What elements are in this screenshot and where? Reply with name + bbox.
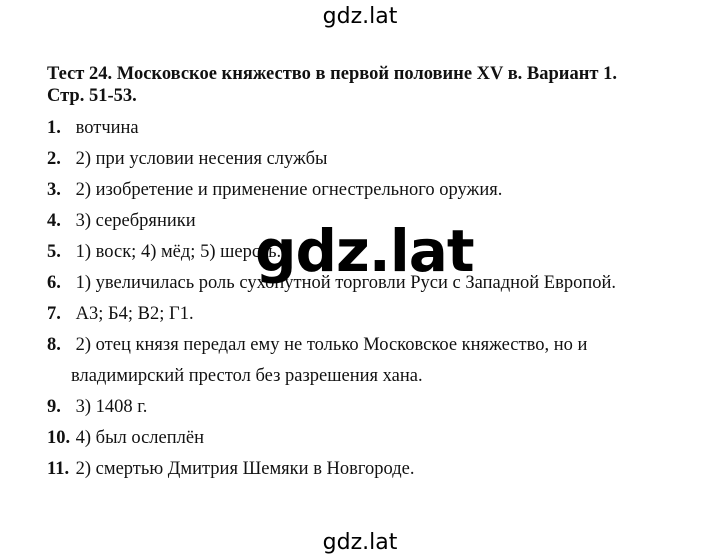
answer-number: 3.: [47, 180, 61, 200]
answer-item-8: [47, 330, 707, 392]
answer-number: 5.: [47, 242, 61, 262]
watermark-center: gdz.lat: [255, 217, 474, 285]
answer-text: 2) отец князя передал ему не только Московское княжество, но и: [75, 335, 588, 355]
answer-text: вотчина: [75, 118, 139, 138]
answer-item-10: [47, 423, 707, 454]
answer-text: 1) увеличилась роль сухопутной торговли Руси с Западной Европой.: [75, 273, 617, 293]
title-line-2: Стр. 51-53.: [47, 86, 137, 106]
answer-number: 7.: [47, 304, 61, 324]
answer-item-1: [47, 113, 707, 144]
answer-number: 9.: [47, 397, 61, 417]
answer-text-continued: владимирский престол без разрешения хана.: [71, 366, 423, 386]
answer-text: 4) был ослеплён: [75, 428, 204, 448]
watermark-bottom: gdz.lat: [322, 530, 398, 555]
answer-text: 1) воск; 4) мёд; 5) шерсть.: [75, 242, 282, 262]
answer-list: [47, 113, 707, 485]
answer-number: 4.: [47, 211, 61, 231]
answer-number: 8.: [47, 335, 61, 355]
answer-item-9: [47, 392, 707, 423]
answer-number: 6.: [47, 273, 61, 293]
test-title: [47, 63, 687, 107]
answer-item-3: [47, 175, 707, 206]
answer-item-2: [47, 144, 707, 175]
answer-text: 2) смертью Дмитрия Шемяки в Новгороде.: [75, 459, 415, 479]
answer-text: 2) при условии несения службы: [75, 149, 328, 169]
answer-number: 1.: [47, 118, 61, 138]
answer-number: 2.: [47, 149, 61, 169]
answer-text: 3) 1408 г.: [75, 397, 148, 417]
answer-number: 11.: [47, 459, 70, 479]
answer-text: 2) изобретение и применение огнестрельного оружия.: [75, 180, 503, 200]
answer-text: 3) серебряники: [75, 211, 196, 231]
answer-item-11: [47, 454, 707, 485]
answer-item-7: [47, 299, 707, 330]
answer-text: А3; Б4; В2; Г1.: [75, 304, 194, 324]
answer-number: 10.: [47, 428, 71, 448]
title-line-1: Тест 24. Московское княжество в первой половине XV в. Вариант 1.: [47, 64, 617, 84]
watermark-top: gdz.lat: [322, 4, 398, 29]
